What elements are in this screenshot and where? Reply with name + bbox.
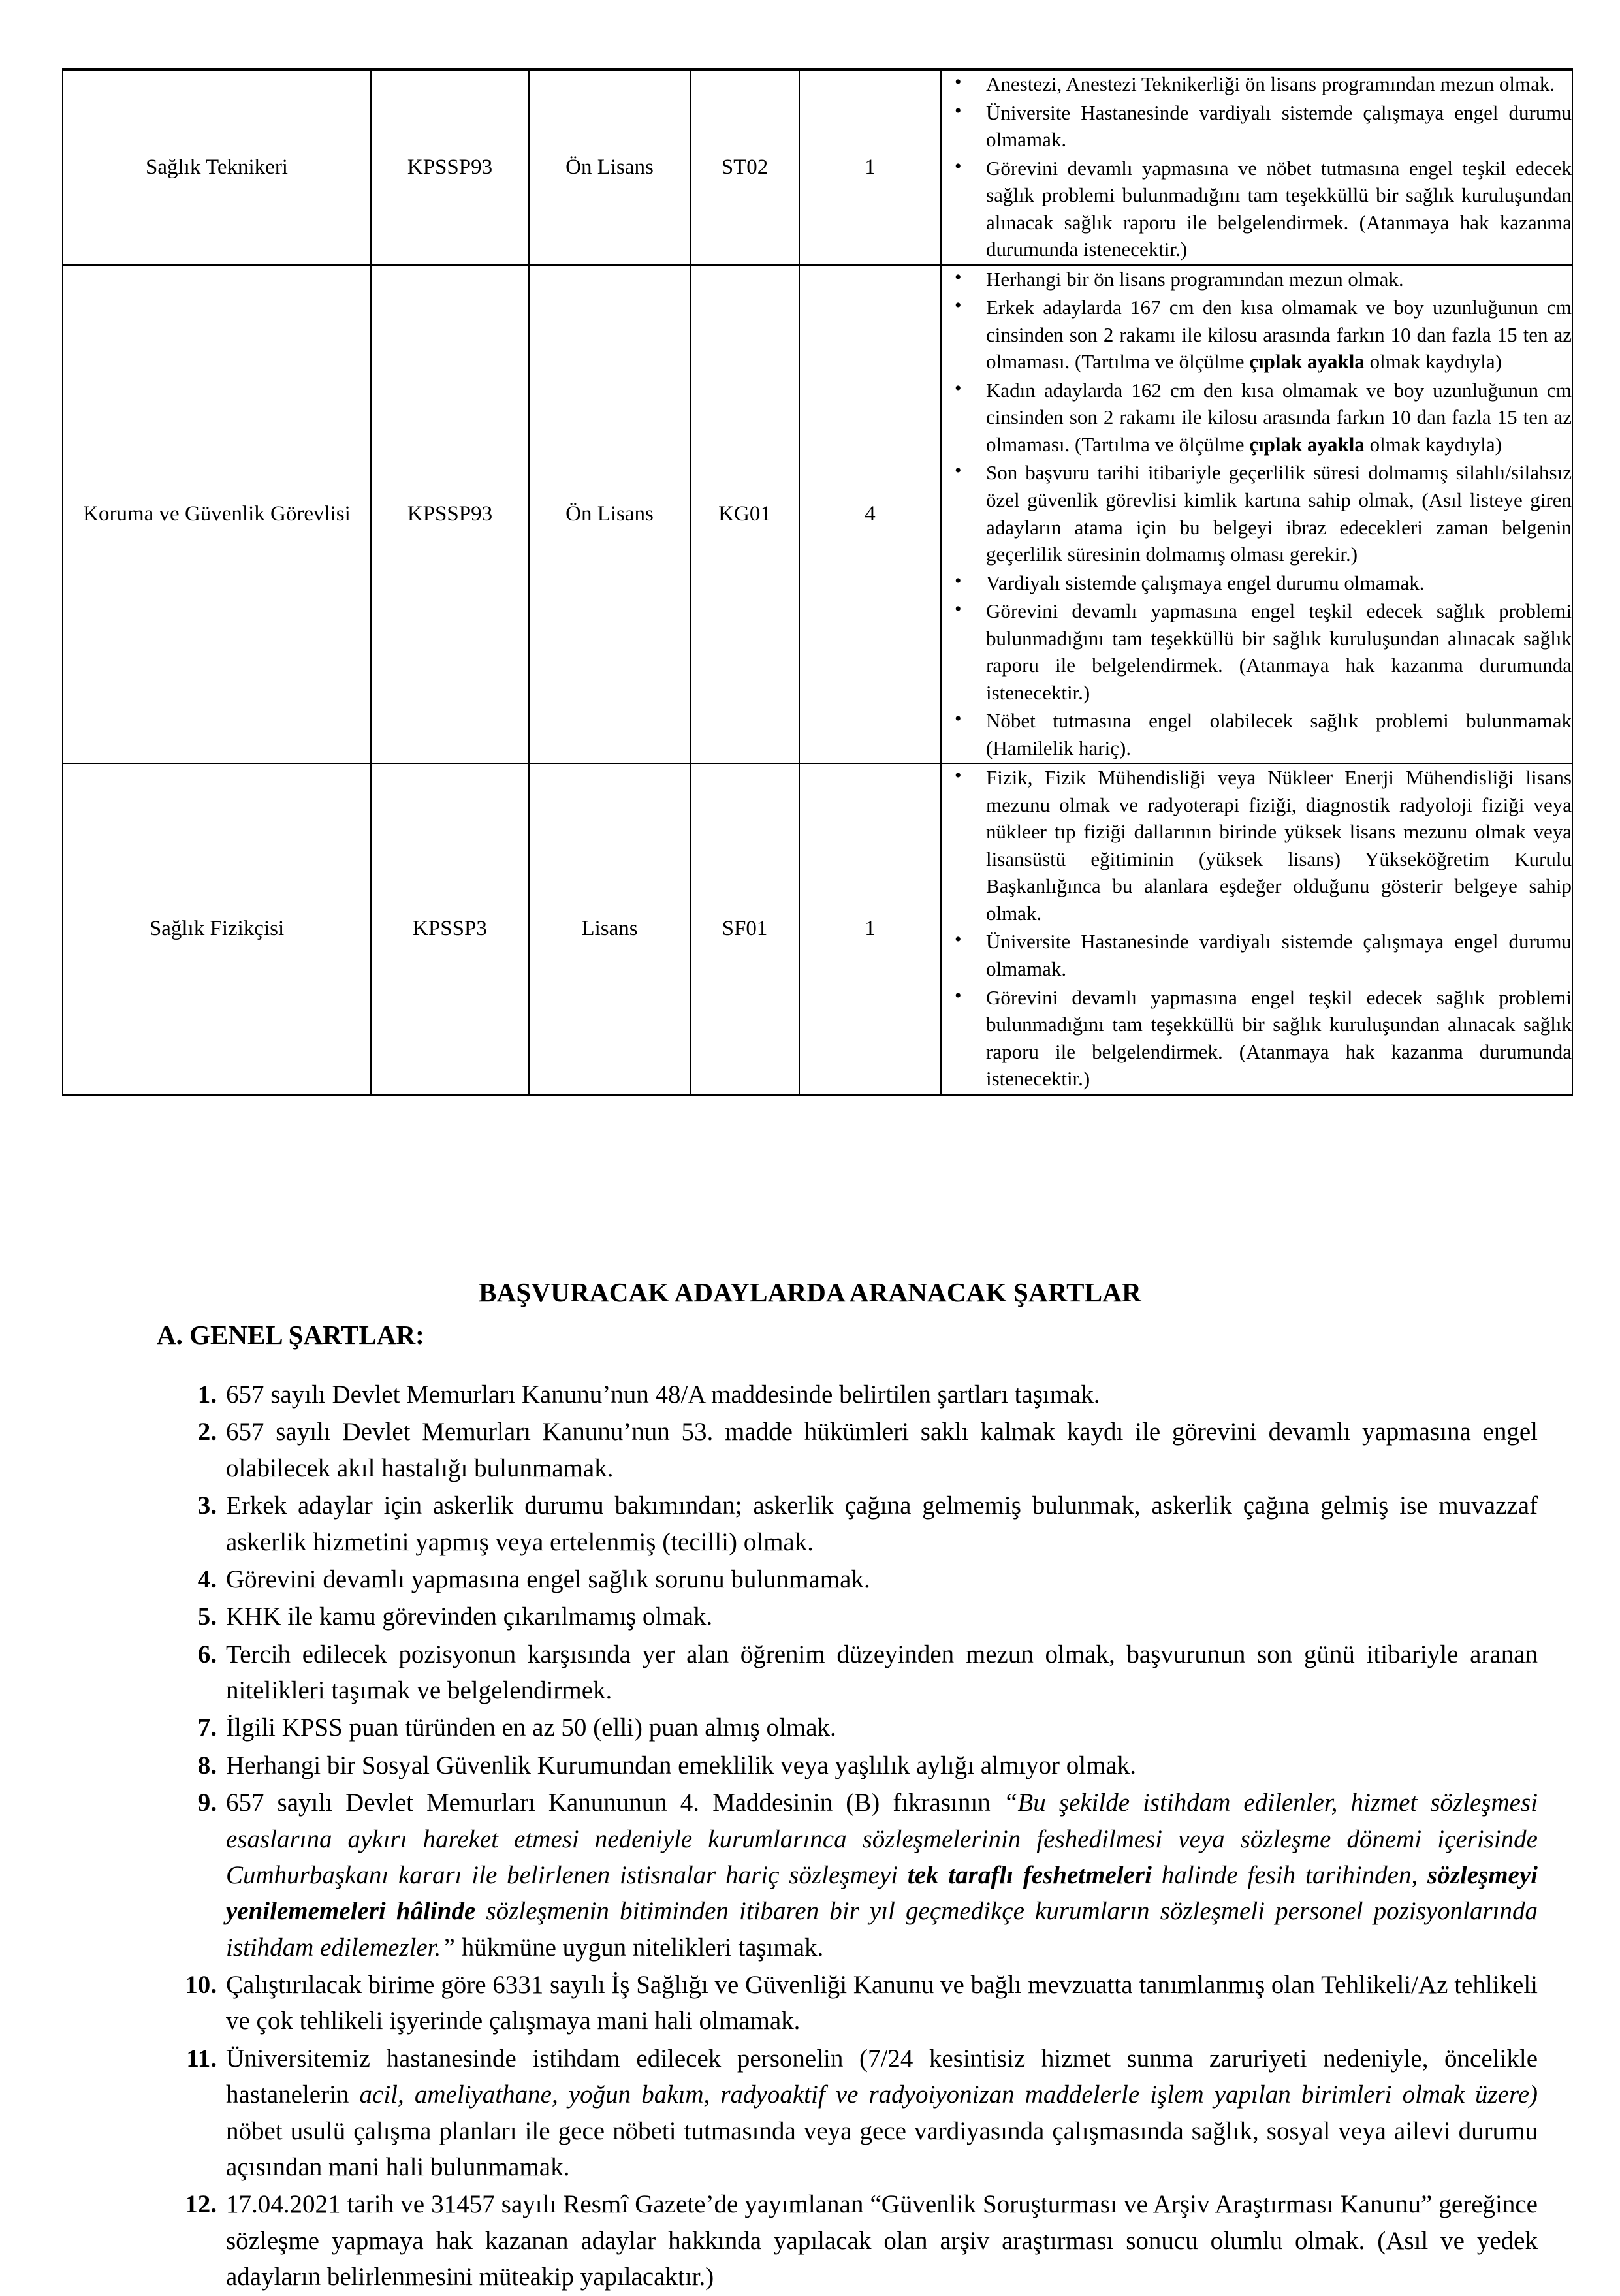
condition-item: • Anestezi, Anestezi Teknikerliği ön lisans programından mezun olmak. — [986, 71, 1572, 98]
cell-conditions — [941, 69, 1572, 265]
cell-education-level: Lisans — [529, 763, 690, 1094]
conditions-list — [942, 764, 1572, 1092]
list-item: 657 sayılı Devlet Memurları Kanununun 4. Maddesinin (B) fıkrasının “Bu şekilde istihdam edilenler, hizmet sözleşmesi esaslarına aykırı hareket etmesi nedeniyle kurumlarınca sözleşmelerinin feshedilmesi veya sözleşme dönemi içerisinde Cumhurbaşkanı kararı ile belirlenen istisnalar hariç sözleşmeyi tek taraflı feshetmeleri halinde fesih tarihinden, sözleşmeyi yenilememeleri hâlinde sözleşmenin bitiminden itibaren bir yıl geçmedikçe kurumların sözleşmeli personel pozisyonlarında istihdam edilemezler.” hükmüne uygun nitelikleri taşımak. — [226, 1789, 1538, 1962]
list-item: Üniversitemiz hastanesinde istihdam edilecek personelin (7/24 kesintisiz hizmet sunma zaruriyeti nedeniyle, öncelikle hastanelerin acil, ameliyathane, yoğun bakım, radyoaktif ve radyoiyonizan maddelerle işlem yapılan birimleri olmak üzere) nöbet usulü çalışma planları ile gece nöbeti tutmasında veya gece vardiyasında çalışmasında sağlık, sosyal veya ailevi durumu açısından mani hali bulunmamak. — [226, 2044, 1538, 2181]
table-row — [63, 69, 1572, 265]
section-heading-general: A. GENEL ŞARTLAR: — [157, 1320, 424, 1350]
list-item: 17.04.2021 tarih ve 31457 sayılı Resmî Gazete’de yayımlanan “Güvenlik Soruşturması ve Arşiv Araştırması Kanunu” gereğince sözleşme yapmaya hak kazanan adaylar hakkında yapılacak olan arşiv araştırması sonucu olumlu olmak. (Asıl ve yedek adayların belirlenmesini müteakip yapılacaktır.) — [226, 2190, 1538, 2291]
cell-position-count: 4 — [799, 265, 941, 764]
cell-position-title: Sağlık Fizikçisi — [63, 763, 371, 1094]
condition-item: • Görevini devamlı yapmasına engel teşkil edecek sağlık problemi bulunmadığını tam teşekküllü bir sağlık kuruluşundan alınacak sağlık raporu ile belgelendirmek. (Atanmaya hak kazanma durumunda istenecektir.) — [986, 984, 1572, 1092]
positions-table — [62, 68, 1573, 1096]
condition-item: • Üniversite Hastanesinde vardiyalı sistemde çalışmaya engel durumu olmamak. — [986, 99, 1572, 153]
cell-position-count: 1 — [799, 69, 941, 265]
table-row — [63, 763, 1572, 1094]
cell-position-title: Sağlık Teknikeri — [63, 69, 371, 265]
condition-item: • Kadın adaylarda 162 cm den kısa olmamak ve boy uzunluğunun cm cinsinden son 2 rakamı ile kilosu arasında farkın 10 dan fazla 15 ten az olmaması. (Tartılma ve ölçülme çıplak ayakla olmak kaydıyla) — [986, 377, 1572, 458]
positions-table-wrapper — [62, 68, 1572, 1096]
condition-item: • Herhangi bir ön lisans programından mezun olmak. — [986, 266, 1572, 293]
list-item: Tercih edilecek pozisyonun karşısında yer alan öğrenim düzeyinden mezun olmak, başvurunun son günü itibariyle aranan nitelikleri taşımak ve belgelendirmek. — [226, 1640, 1538, 1704]
cell-education-level: Ön Lisans — [529, 69, 690, 265]
condition-item: • Nöbet tutmasına engel olabilecek sağlık problemi bulunmamak (Hamilelik hariç). — [986, 707, 1572, 761]
condition-item: • Son başvuru tarihi itibariyle geçerlilik süresi dolmamış silahlı/silahsız özel güvenlik görevlisi kimlik kartına sahip olmak, (Asıl listeye giren adayların atama için bu belgeyi ibraz edecekleri zaman belgenin geçerlilik süresinin dolmamış olması gerekir.) — [986, 459, 1572, 567]
condition-item: • Erkek adaylarda 167 cm den kısa olmamak ve boy uzunluğunun cm cinsinden son 2 rakamı ile kilosu arasında farkın 10 dan fazla 15 ten az olmaması. (Tartılma ve ölçülme çıplak ayakla olmak kaydıyla) — [986, 294, 1572, 375]
cell-position-count: 1 — [799, 763, 941, 1094]
cell-position-code: KG01 — [690, 265, 799, 764]
condition-item: • Vardiyalı sistemde çalışmaya engel durumu olmamak. — [986, 569, 1572, 597]
list-item: Erkek adaylar için askerlik durumu bakımından; askerlik çağına gelmemiş bulunmak, askerlik çağına gelmiş ise muvazzaf askerlik hizmetini yapmış veya ertelenmiş (tecilli) olmak. — [226, 1491, 1538, 1556]
cell-score-type: KPSSP93 — [371, 265, 529, 764]
condition-item: • Görevini devamlı yapmasına engel teşkil edecek sağlık problemi bulunmadığını tam teşekküllü bir sağlık kuruluşundan alınacak sağlık raporu ile belgelendirmek. (Atanmaya hak kazanma durumunda istenecektir.) — [986, 598, 1572, 706]
page-title: BAŞVURACAK ADAYLARDA ARANACAK ŞARTLAR — [479, 1277, 1141, 1307]
list-item: İlgili KPSS puan türünden en az 50 (elli) puan almış olmak. — [226, 1714, 836, 1742]
list-item: Çalıştırılacak birime göre 6331 sayılı İş Sağlığı ve Güvenliği Kanunu ve bağlı mevzuatta tanımlanmış olan Tehlikeli/Az tehlikeli ve çok tehlikeli işyerinde çalışmaya mani hali olmamak. — [226, 1971, 1538, 2035]
list-item: Herhangi bir Sosyal Güvenlik Kurumundan emeklilik veya yaşlılık aylığı almıyor olmak. — [226, 1751, 1136, 1779]
cell-conditions — [941, 763, 1572, 1094]
table-row — [63, 265, 1572, 764]
general-conditions-list — [183, 1377, 1538, 2296]
cell-education-level: Ön Lisans — [529, 265, 690, 764]
conditions-list — [942, 71, 1572, 263]
positions-table-body — [63, 69, 1572, 1095]
cell-position-code: SF01 — [690, 763, 799, 1094]
condition-item: • Üniversite Hastanesinde vardiyalı sistemde çalışmaya engel durumu olmamak. — [986, 928, 1572, 982]
list-item: Görevini devamlı yapmasına engel sağlık sorunu bulunmamak. — [226, 1565, 870, 1593]
list-item: KHK ile kamu görevinden çıkarılmamış olmak. — [226, 1602, 713, 1631]
cell-score-type: KPSSP93 — [371, 69, 529, 265]
list-item: 657 sayılı Devlet Memurları Kanunu’nun 53. madde hükümleri saklı kalmak kaydı ile görevini devamlı yapmasına engel olabilecek akıl hastalığı bulunmamak. — [226, 1418, 1538, 1482]
cell-score-type: KPSSP3 — [371, 763, 529, 1094]
cell-position-code: ST02 — [690, 69, 799, 265]
cell-position-title: Koruma ve Güvenlik Görevlisi — [63, 265, 371, 764]
cell-conditions — [941, 265, 1572, 764]
list-item: 657 sayılı Devlet Memurları Kanunu’nun 48/A maddesinde belirtilen şartları taşımak. — [226, 1380, 1100, 1409]
conditions-list — [942, 266, 1572, 762]
condition-item: • Fizik, Fizik Mühendisliği veya Nükleer Enerji Mühendisliği lisans mezunu olmak ve radyoterapi fiziği, diagnostik radyoloji fiziği veya nükleer tıp fiziği dallarının birinde yüksek lisans mezunu olmak veya lisansüstü eğitiminin (yüksek lisans) Yükseköğretim Kurulu Başkanlığınca bu alanlara eşdeğer olduğunu gösterir belgeye sahip olmak. — [986, 764, 1572, 927]
condition-item: • Görevini devamlı yapmasına ve nöbet tutmasına engel teşkil edecek sağlık problemi bulunmadığını tam teşekküllü bir sağlık kuruluşundan alınacak sağlık raporu ile belgelendirmek. (Atanmaya hak kazanma durumunda istenecektir.) — [986, 155, 1572, 263]
